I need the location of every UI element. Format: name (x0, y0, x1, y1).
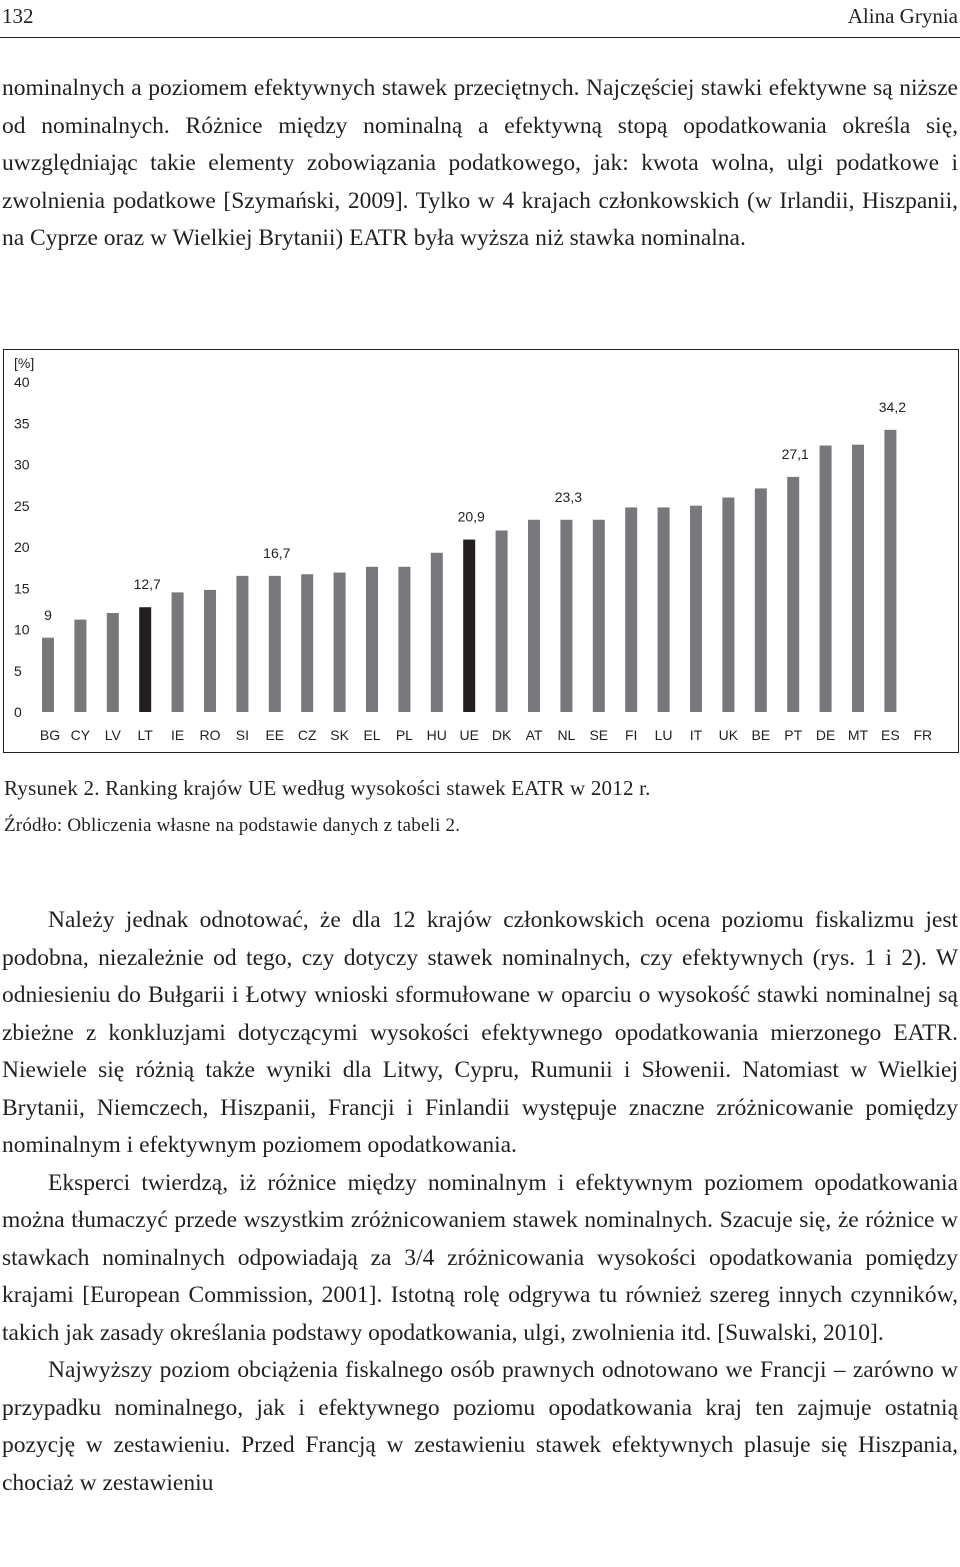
x-tick-label: EE (265, 727, 285, 743)
x-tick-label: SE (589, 727, 609, 743)
bar-hu (431, 553, 443, 712)
data-label: 12,7 (133, 576, 161, 593)
x-tick-label: HU (426, 727, 447, 743)
bar-de (820, 446, 832, 712)
body-paragraph-1: Należy jednak odnotować, że dla 12 krajów członkowskich ocena poziomu fiskalizmu jest podobna, niezależnie od tego, czy dotyczy stawek nominalnych, czy efektywnych (rys. 1 i 2). W odniesieniu do Bułgarii i Łotwy wnioski sformułowane w oparciu o wysokość stawki nominalnej są zbieżne z konkluzjami dotyczącymi wysokości efektywnego opodatkowania mierzonego EATR. Niewiele się różnią także wyniki dla Litwy, Cypru, Rumunii i Słowenii. Natomiast w Wielkiej Brytanii, Niemczech, Hiszpanii, Francji i Finlandii występuje znaczne zróżnicowanie pomiędzy nominalnym i efektywnym poziomem opodatkowania. (2, 907, 958, 1158)
bar-lt (139, 607, 151, 712)
x-tick-label: UK (718, 727, 739, 743)
bar-uk (722, 498, 734, 713)
x-tick-label: SK (330, 727, 349, 743)
bar-ie (172, 592, 184, 712)
data-label: 20,9 (457, 508, 485, 525)
bar-ro (204, 590, 216, 712)
x-tick-label: NL (557, 727, 576, 743)
y-tick-label: 15 (14, 580, 30, 597)
body-text (2, 902, 958, 1502)
y-tick-label: 30 (14, 456, 30, 473)
x-tick-label: SI (235, 727, 250, 743)
page-number: 132 (2, 4, 34, 28)
x-tick-label: FI (624, 727, 638, 743)
data-label: 27,1 (781, 445, 809, 462)
x-tick-label: LV (104, 727, 121, 743)
y-tick-label: 35 (14, 415, 30, 432)
bar-lv (107, 613, 119, 712)
intro-paragraph (2, 70, 958, 258)
header-rule (0, 37, 960, 38)
body-paragraph-3: Najwyższy poziom obciążenia fiskalnego osób prawnych odnotowano we Francji – zarówno w przypadku nominalnego, jak i efektywnego poziomu opodatkowania kraj ten zajmuje ostatnią pozycję w zestawieniu. Przed Francją w zestawieniu stawek efektywnych plasuje się Hiszpania, chociaż w zestawieniu (2, 1357, 958, 1496)
bar-cz (301, 574, 313, 712)
bar-fi (625, 507, 637, 712)
bar-mt (852, 445, 864, 712)
bar-at (528, 520, 540, 712)
bar-ee (269, 576, 281, 712)
bar-ue (463, 540, 475, 712)
intro-text: nominalnych a poziomem efektywnych stawek przeciętnych. Najczęściej stawki efektywne są niższe od nominalnych. Różnice między nominalną a efektywną stopą opodatkowania określa się, uwzględniając takie elementy zobowiązania podatkowego, jak: kwota wolna, ulgi podatkowe i zwolnienia podatkowe [Szymański, 2009]. Tylko w 4 krajach członkowskich (w Irlandii, Hiszpanii, na Cyprze oraz w Wielkiej Brytanii) EATR była wyższa niż stawka nominalna. (2, 75, 958, 251)
x-tick-label: AT (525, 727, 543, 743)
bar-lu (658, 507, 670, 712)
bar-sk (334, 573, 346, 712)
bar-dk (496, 531, 508, 713)
x-tick-label: LT (137, 727, 153, 743)
x-tick-label: IE (170, 727, 185, 743)
bar-es (884, 430, 896, 712)
x-tick-label: MT (847, 727, 869, 743)
bar-it (690, 506, 702, 712)
running-author: Alina Grynia (847, 4, 958, 28)
x-tick-label: PT (784, 727, 803, 743)
bar-be (755, 488, 767, 712)
bar-nl (560, 520, 572, 712)
x-tick-label: BE (751, 727, 771, 743)
x-tick-label: ES (881, 727, 900, 743)
y-axis-unit-label: [%] (14, 355, 35, 371)
bar-si (236, 576, 248, 712)
bar-chart (4, 350, 958, 752)
page-header (0, 0, 960, 38)
figure-caption: Rysunek 2. Ranking krajów UE według wysokości stawek EATR w 2012 r. (4, 776, 651, 800)
x-tick-label: PL (395, 727, 413, 743)
x-tick-label: CY (70, 727, 91, 743)
x-tick-label: IT (689, 727, 703, 743)
y-tick-label: 40 (14, 374, 30, 390)
bar-se (593, 520, 605, 712)
bar-pl (398, 567, 410, 712)
x-tick-label: DK (491, 727, 512, 743)
y-tick-label: 0 (14, 704, 22, 720)
bar-pt (787, 477, 799, 712)
bar-cy (74, 620, 86, 712)
bar-el (366, 567, 378, 712)
x-tick-label: FR (913, 727, 933, 743)
x-tick-label: CZ (297, 727, 317, 743)
figure-source: Źródło: Obliczenia własne na podstawie danych z tabeli 2. (4, 815, 461, 836)
x-tick-label: LU (654, 727, 673, 743)
y-tick-label: 10 (14, 621, 30, 638)
data-label: 34,2 (878, 398, 907, 415)
x-tick-label: EL (363, 727, 381, 743)
figure-chart (3, 349, 959, 753)
bar-bg (42, 638, 54, 712)
data-label: 16,7 (263, 544, 291, 561)
y-tick-label: 25 (14, 497, 30, 514)
y-tick-label: 5 (14, 662, 22, 679)
y-tick-label: 20 (14, 539, 30, 555)
x-tick-label: DE (815, 727, 836, 743)
data-label: 9 (44, 606, 52, 623)
body-paragraph-2: Eksperci twierdzą, iż różnice między nominalnym i efektywnym poziomem opodatkowania można tłumaczyć przede wszystkim zróżnicowaniem stawek nominalnych. Szacuje się, że różnice w stawkach nominalnych odpowiadają za 3/4 zróżnicowania wysokości opodatkowania pomiędzy krajami [European Commission, 2001]. Istotną rolę odgrywa tu również szereg innych czynników, takich jak zasady określania podstawy opodatkowania, ulgi, zwolnienia itd. [Suwalski, 2010]. (2, 1169, 958, 1346)
x-tick-label: UE (459, 727, 479, 743)
x-tick-label: RO (199, 727, 221, 743)
data-label: 23,3 (554, 488, 583, 505)
x-tick-label: BG (39, 727, 61, 743)
